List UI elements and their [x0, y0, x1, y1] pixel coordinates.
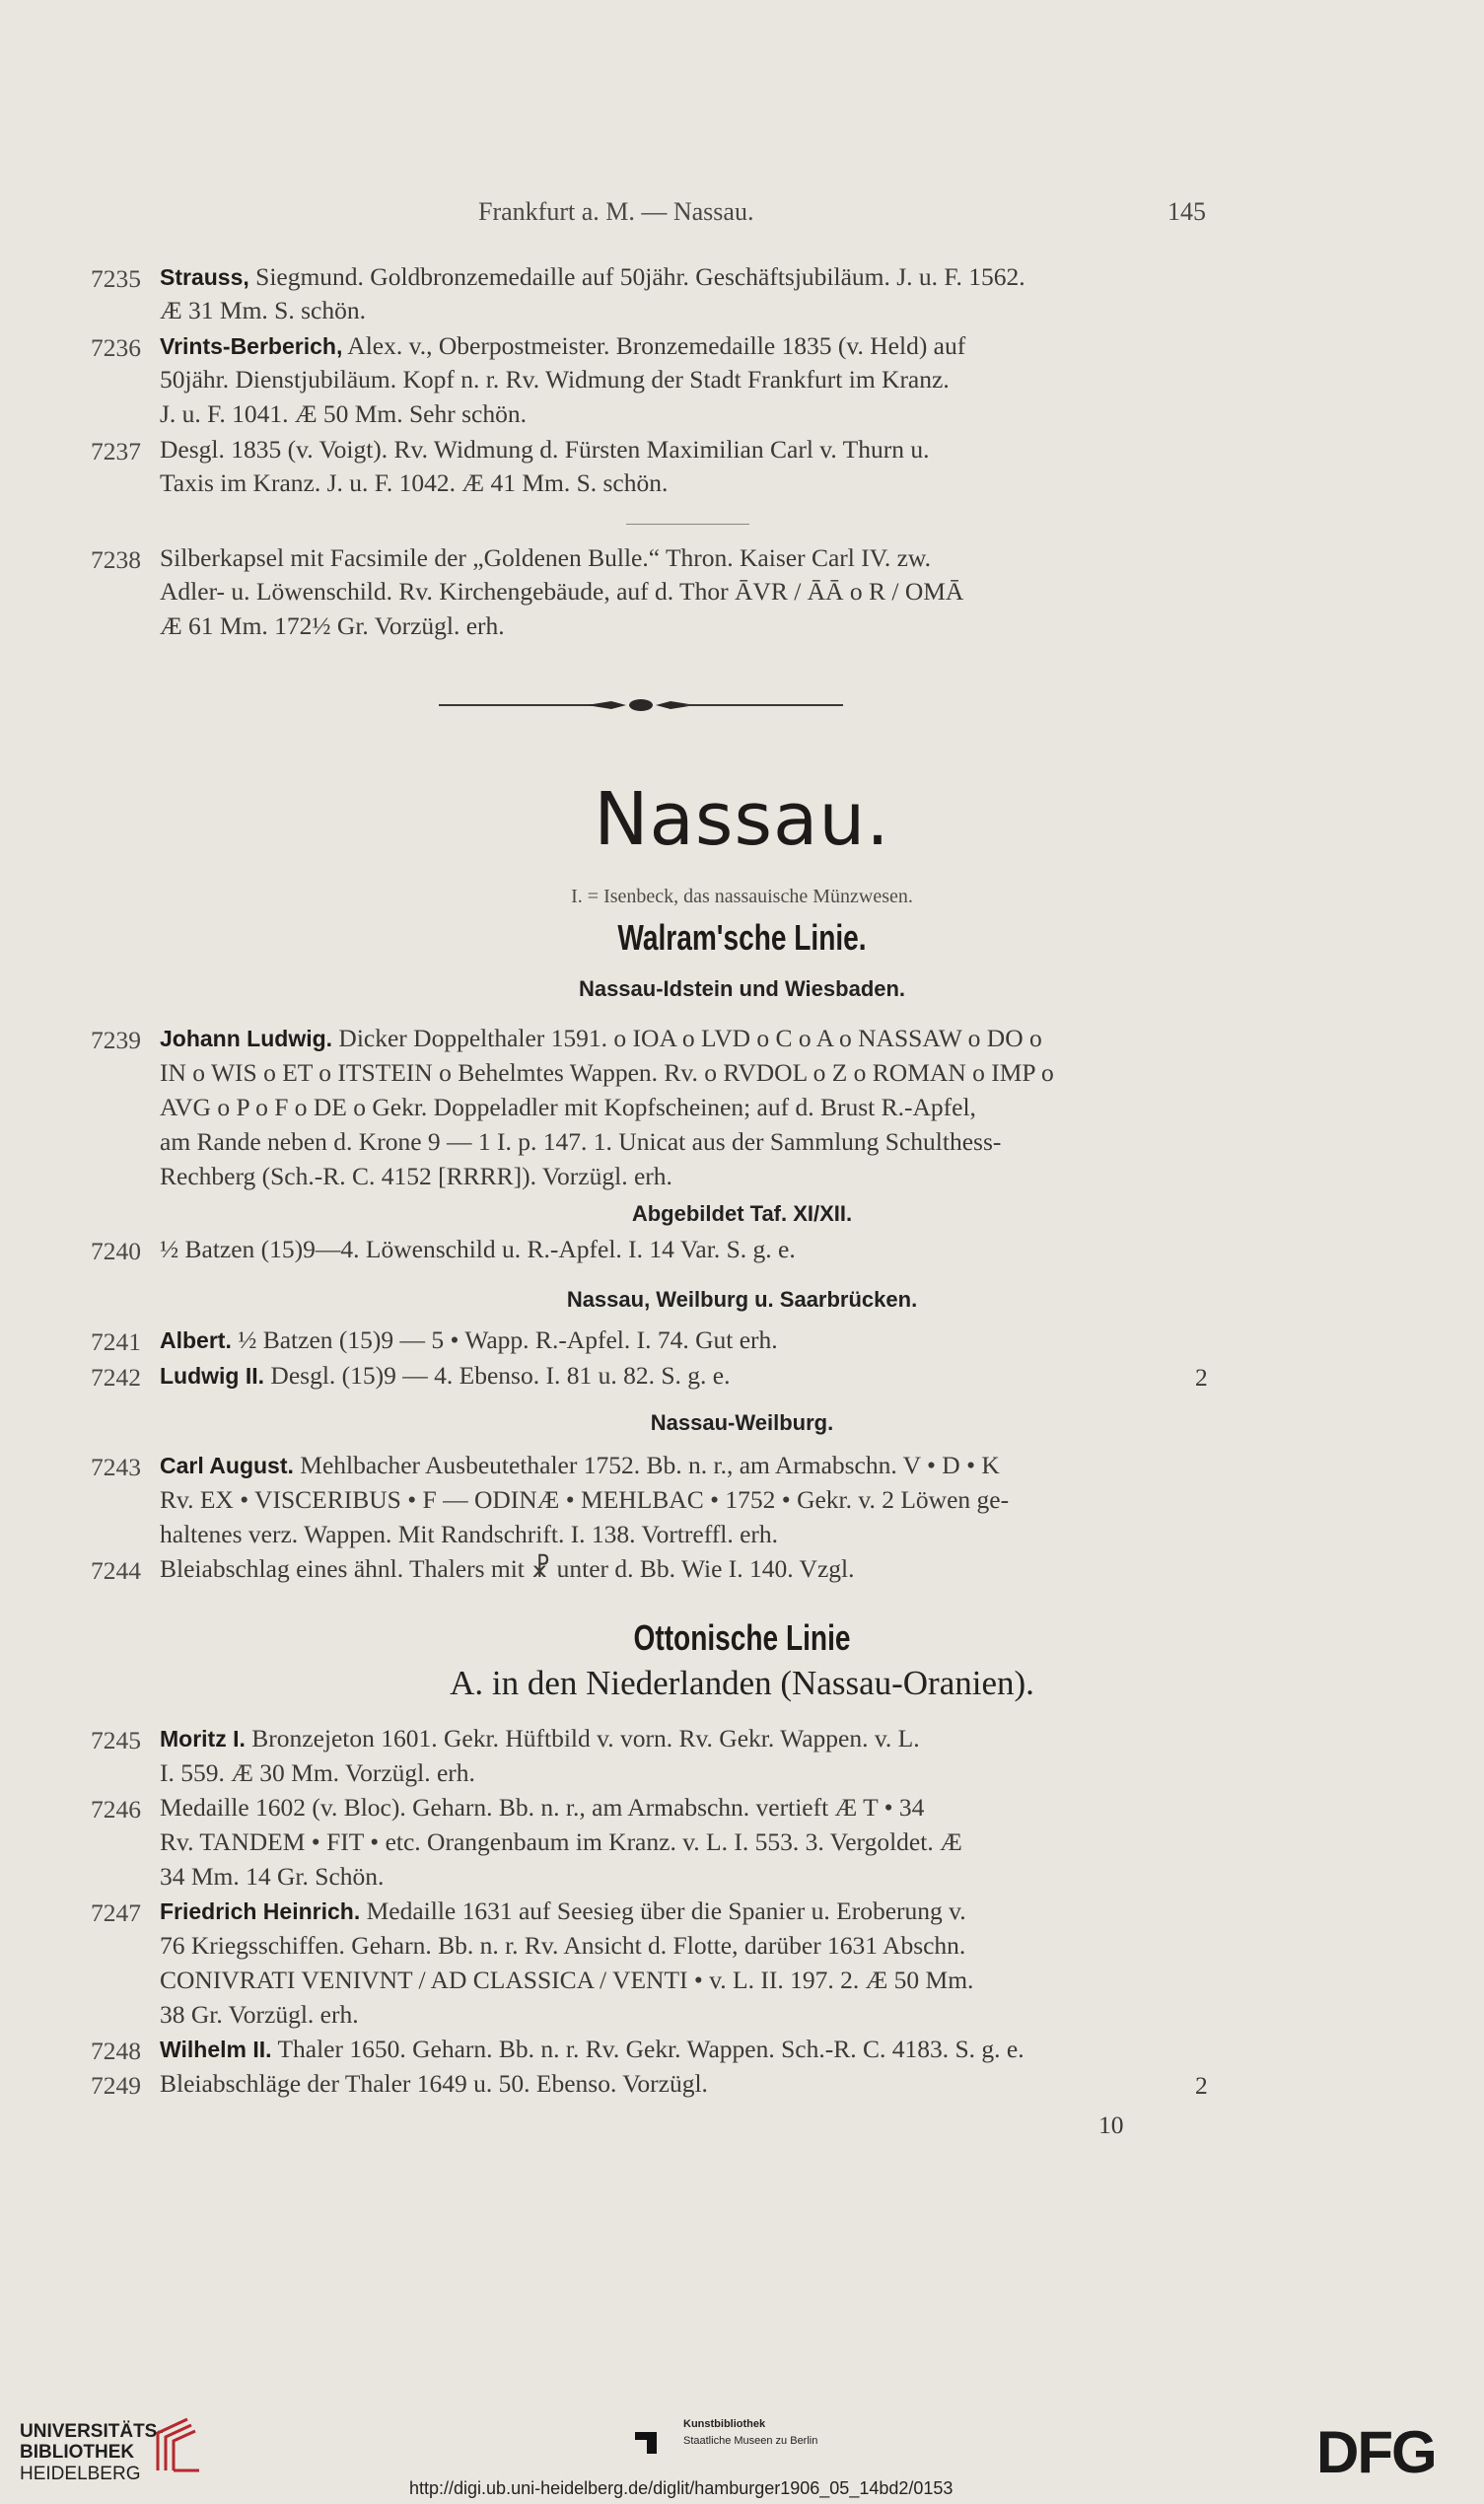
- kunstbibliothek-subtitle: Staatliche Museen zu Berlin: [683, 2434, 818, 2447]
- entry-line: Æ 31 Mm. S. schön.: [160, 296, 366, 324]
- entry-text: Siegmund. Goldbronzemedaille auf 50jähr. Geschäftsjubiläum. J. u. F. 1562.: [248, 262, 1025, 291]
- permalink-url[interactable]: http://digi.ub.uni-heidelberg.de/diglit/hamburger1906_05_14bd2/0153: [409, 2478, 954, 2498]
- entry-text: Dicker Doppelthaler 1591. o IOA o LVD o C o A o NASSAW o DO o: [332, 1024, 1042, 1052]
- entry-name: Moritz I.: [160, 1726, 246, 1752]
- entry-text: Desgl. (15)9 — 4. Ebenso. I. 81 u. 82. S. g. e.: [264, 1361, 731, 1390]
- entry-line: [160, 1453, 1000, 1478]
- entry-line: Taxis im Kranz. J. u. F. 1042. Æ 41 Mm. S. schön.: [160, 468, 669, 497]
- entry-line: [160, 1026, 1042, 1051]
- price-mark: 2: [1195, 2071, 1208, 2100]
- entry-line: [160, 1898, 966, 1924]
- lot-number: 7248: [91, 2037, 141, 2065]
- lot-number: 7242: [91, 1363, 141, 1392]
- lot-number: 7243: [91, 1453, 141, 1481]
- entry-line: am Rande neben d. Krone 9 — 1 I. p. 147. 1. Unicat aus der Sammlung Schulthess-: [160, 1127, 1002, 1156]
- logo-text-1: UNIVERSITÄTS-: [20, 2421, 164, 2442]
- entry-line: Adler- u. Löwenschild. Rv. Kirchengebäude, auf d. Thor ĀVR / ĀĀ o R / OMĀ: [160, 577, 964, 606]
- entry-name: Ludwig II.: [160, 1363, 265, 1389]
- entry-line: Bleiabschläge der Thaler 1649 u. 50. Ebenso. Vorzügl.: [160, 2069, 708, 2098]
- page-number: 145: [1167, 197, 1206, 226]
- entry-text: Medaille 1631 auf Seesieg über die Spanier u. Eroberung v.: [360, 1896, 966, 1925]
- entry-line: 76 Kriegsschiffen. Geharn. Bb. n. r. Rv. Ansicht d. Flotte, darüber 1631 Abschn.: [160, 1931, 966, 1960]
- entry-line: AVG o P o F o DE o Gekr. Doppeladler mit Kopfscheinen; auf d. Brust R.-Apfel,: [160, 1093, 976, 1121]
- entry-line: Silberkapsel mit Facsimile der „Goldenen Bulle.“ Thron. Kaiser Carl IV. zw.: [160, 543, 932, 572]
- lot-number: 7241: [91, 1327, 141, 1356]
- subheading: Nassau, Weilburg u. Saarbrücken.: [566, 1287, 918, 1312]
- lot-number: 7244: [91, 1556, 141, 1585]
- entry-name: Friedrich Heinrich.: [160, 1898, 361, 1924]
- entry-line: ½ Batzen (15)9—4. Löwenschild u. R.-Apfel. I. 14 Var. S. g. e.: [160, 1235, 796, 1263]
- entry-line: [160, 264, 1025, 290]
- section-title: Nassau.: [594, 777, 890, 862]
- entry-line: Bleiabschlag eines ähnl. Thalers mit ☧ unter d. Bb. Wie I. 140. Vzgl.: [160, 1554, 855, 1583]
- separator-rule: [626, 524, 749, 525]
- reference-note: I. = Isenbeck, das nassauische Münzwesen.: [571, 886, 913, 907]
- lot-number: 7245: [91, 1726, 141, 1754]
- entry-line: [160, 1363, 730, 1389]
- lot-number: 7246: [91, 1795, 141, 1824]
- entry-text: Bronzejeton 1601. Gekr. Hüftbild v. vorn. Rv. Gekr. Wappen. v. L.: [245, 1724, 920, 1753]
- entry-line: Rv. TANDEM • FIT • etc. Orangenbaum im Kranz. v. L. I. 553. 3. Vergoldet. Æ: [160, 1827, 962, 1856]
- signature-mark: 10: [1098, 2111, 1124, 2139]
- logo-text-2: BIBLIOTHEK: [20, 2442, 135, 2464]
- lot-number: 7247: [91, 1898, 141, 1927]
- lot-number: 7236: [91, 333, 141, 362]
- kunstbibliothek-title: Kunstbibliothek: [683, 2418, 766, 2430]
- lot-number: 7237: [91, 437, 141, 465]
- entry-line: [160, 1726, 920, 1752]
- entry-line: 34 Mm. 14 Gr. Schön.: [160, 1862, 385, 1891]
- entry-line: Medaille 1602 (v. Bloc). Geharn. Bb. n. r., am Armabschn. vertieft Æ T • 34: [160, 1793, 925, 1822]
- lot-number: 7238: [91, 545, 141, 574]
- entry-line: J. u. F. 1041. Æ 50 Mm. Sehr schön.: [160, 399, 527, 428]
- entry-line: IN o WIS o ET o ITSTEIN o Behelmtes Wappen. Rv. o RVDOL o Z o ROMAN o IMP o: [160, 1058, 1054, 1087]
- entry-line: [160, 1327, 778, 1353]
- ornament-divider: [439, 695, 843, 715]
- subheading-large: A. in den Niederlanden (Nassau-Oranien).: [450, 1664, 1034, 1702]
- line-heading: Ottonische Linie: [633, 1617, 851, 1658]
- entry-line: I. 559. Æ 30 Mm. Vorzügl. erh.: [160, 1758, 475, 1787]
- kunstbibliothek-label: [683, 2416, 817, 2449]
- lot-number: 7235: [91, 264, 141, 293]
- logo-text-3: HEIDELBERG: [20, 2463, 141, 2484]
- entry-name: Johann Ludwig.: [160, 1026, 333, 1051]
- entry-text: Thaler 1650. Geharn. Bb. n. r. Rv. Gekr. Wappen. Sch.-R. C. 4183. S. g. e.: [271, 2035, 1025, 2063]
- entry-name: Albert.: [160, 1327, 232, 1353]
- ub-logo-icon: [148, 2411, 207, 2480]
- entry-name: Wilhelm II.: [160, 2037, 272, 2062]
- entry-name: Strauss,: [160, 264, 249, 290]
- lot-number: 7239: [91, 1026, 141, 1054]
- line-heading: Walram'sche Linie.: [617, 917, 867, 958]
- entry-line: 38 Gr. Vorzügl. erh.: [160, 2000, 359, 2029]
- dfg-logo[interactable]: DFG: [1316, 2419, 1436, 2485]
- subheading: Nassau-Idstein und Wiesbaden.: [578, 976, 906, 1001]
- entry-name: Carl August.: [160, 1453, 294, 1478]
- entry-line: haltenes verz. Wappen. Mit Randschrift. I. 138. Vortreffl. erh.: [160, 1520, 779, 1548]
- entry-text: ½ Batzen (15)9 — 5 • Wapp. R.-Apfel. I. 74. Gut erh.: [231, 1325, 778, 1354]
- entry-line: Rv. EX • VISCERIBUS • F — ODINÆ • MEHLBAC • 1752 • Gekr. v. 2 Löwen ge-: [160, 1485, 1010, 1514]
- entry-line: CONIVRATI VENIVNT / AD CLASSICA / VENTI • v. L. II. 197. 2. Æ 50 Mm.: [160, 1966, 974, 1994]
- lot-number: 7240: [91, 1237, 141, 1265]
- entry-line: [160, 2037, 1025, 2062]
- entry-line: Rechberg (Sch.-R. C. 4152 [RRRR]). Vorzügl. erh.: [160, 1162, 672, 1190]
- subheading: Nassau-Weilburg.: [650, 1410, 834, 1435]
- plate-reference: Abgebildet Taf. XI/XII.: [631, 1201, 853, 1226]
- price-mark: 2: [1195, 1363, 1208, 1392]
- lot-number: 7249: [91, 2071, 141, 2100]
- entry-line: 50jähr. Dienstjubiläum. Kopf n. r. Rv. Widmung der Stadt Frankfurt im Kranz.: [160, 365, 950, 393]
- entry-text: Alex. v., Oberpostmeister. Bronzemedaille 1835 (v. Held) auf: [342, 331, 966, 360]
- entry-name: Vrints-Berberich,: [160, 333, 343, 359]
- entry-line: [160, 333, 965, 359]
- header-title: Frankfurt a. M. — Nassau.: [478, 197, 754, 226]
- entry-line: Æ 61 Mm. 172½ Gr. Vorzügl. erh.: [160, 611, 505, 640]
- kunstbibliothek-logo-icon: [631, 2418, 671, 2458]
- entry-text: Mehlbacher Ausbeutethaler 1752. Bb. n. r., am Armabschn. V • D • K: [293, 1451, 1000, 1479]
- entry-line: Desgl. 1835 (v. Voigt). Rv. Widmung d. Fürsten Maximilian Carl v. Thurn u.: [160, 435, 930, 464]
- ub-heidelberg-logo[interactable]: [20, 2421, 164, 2484]
